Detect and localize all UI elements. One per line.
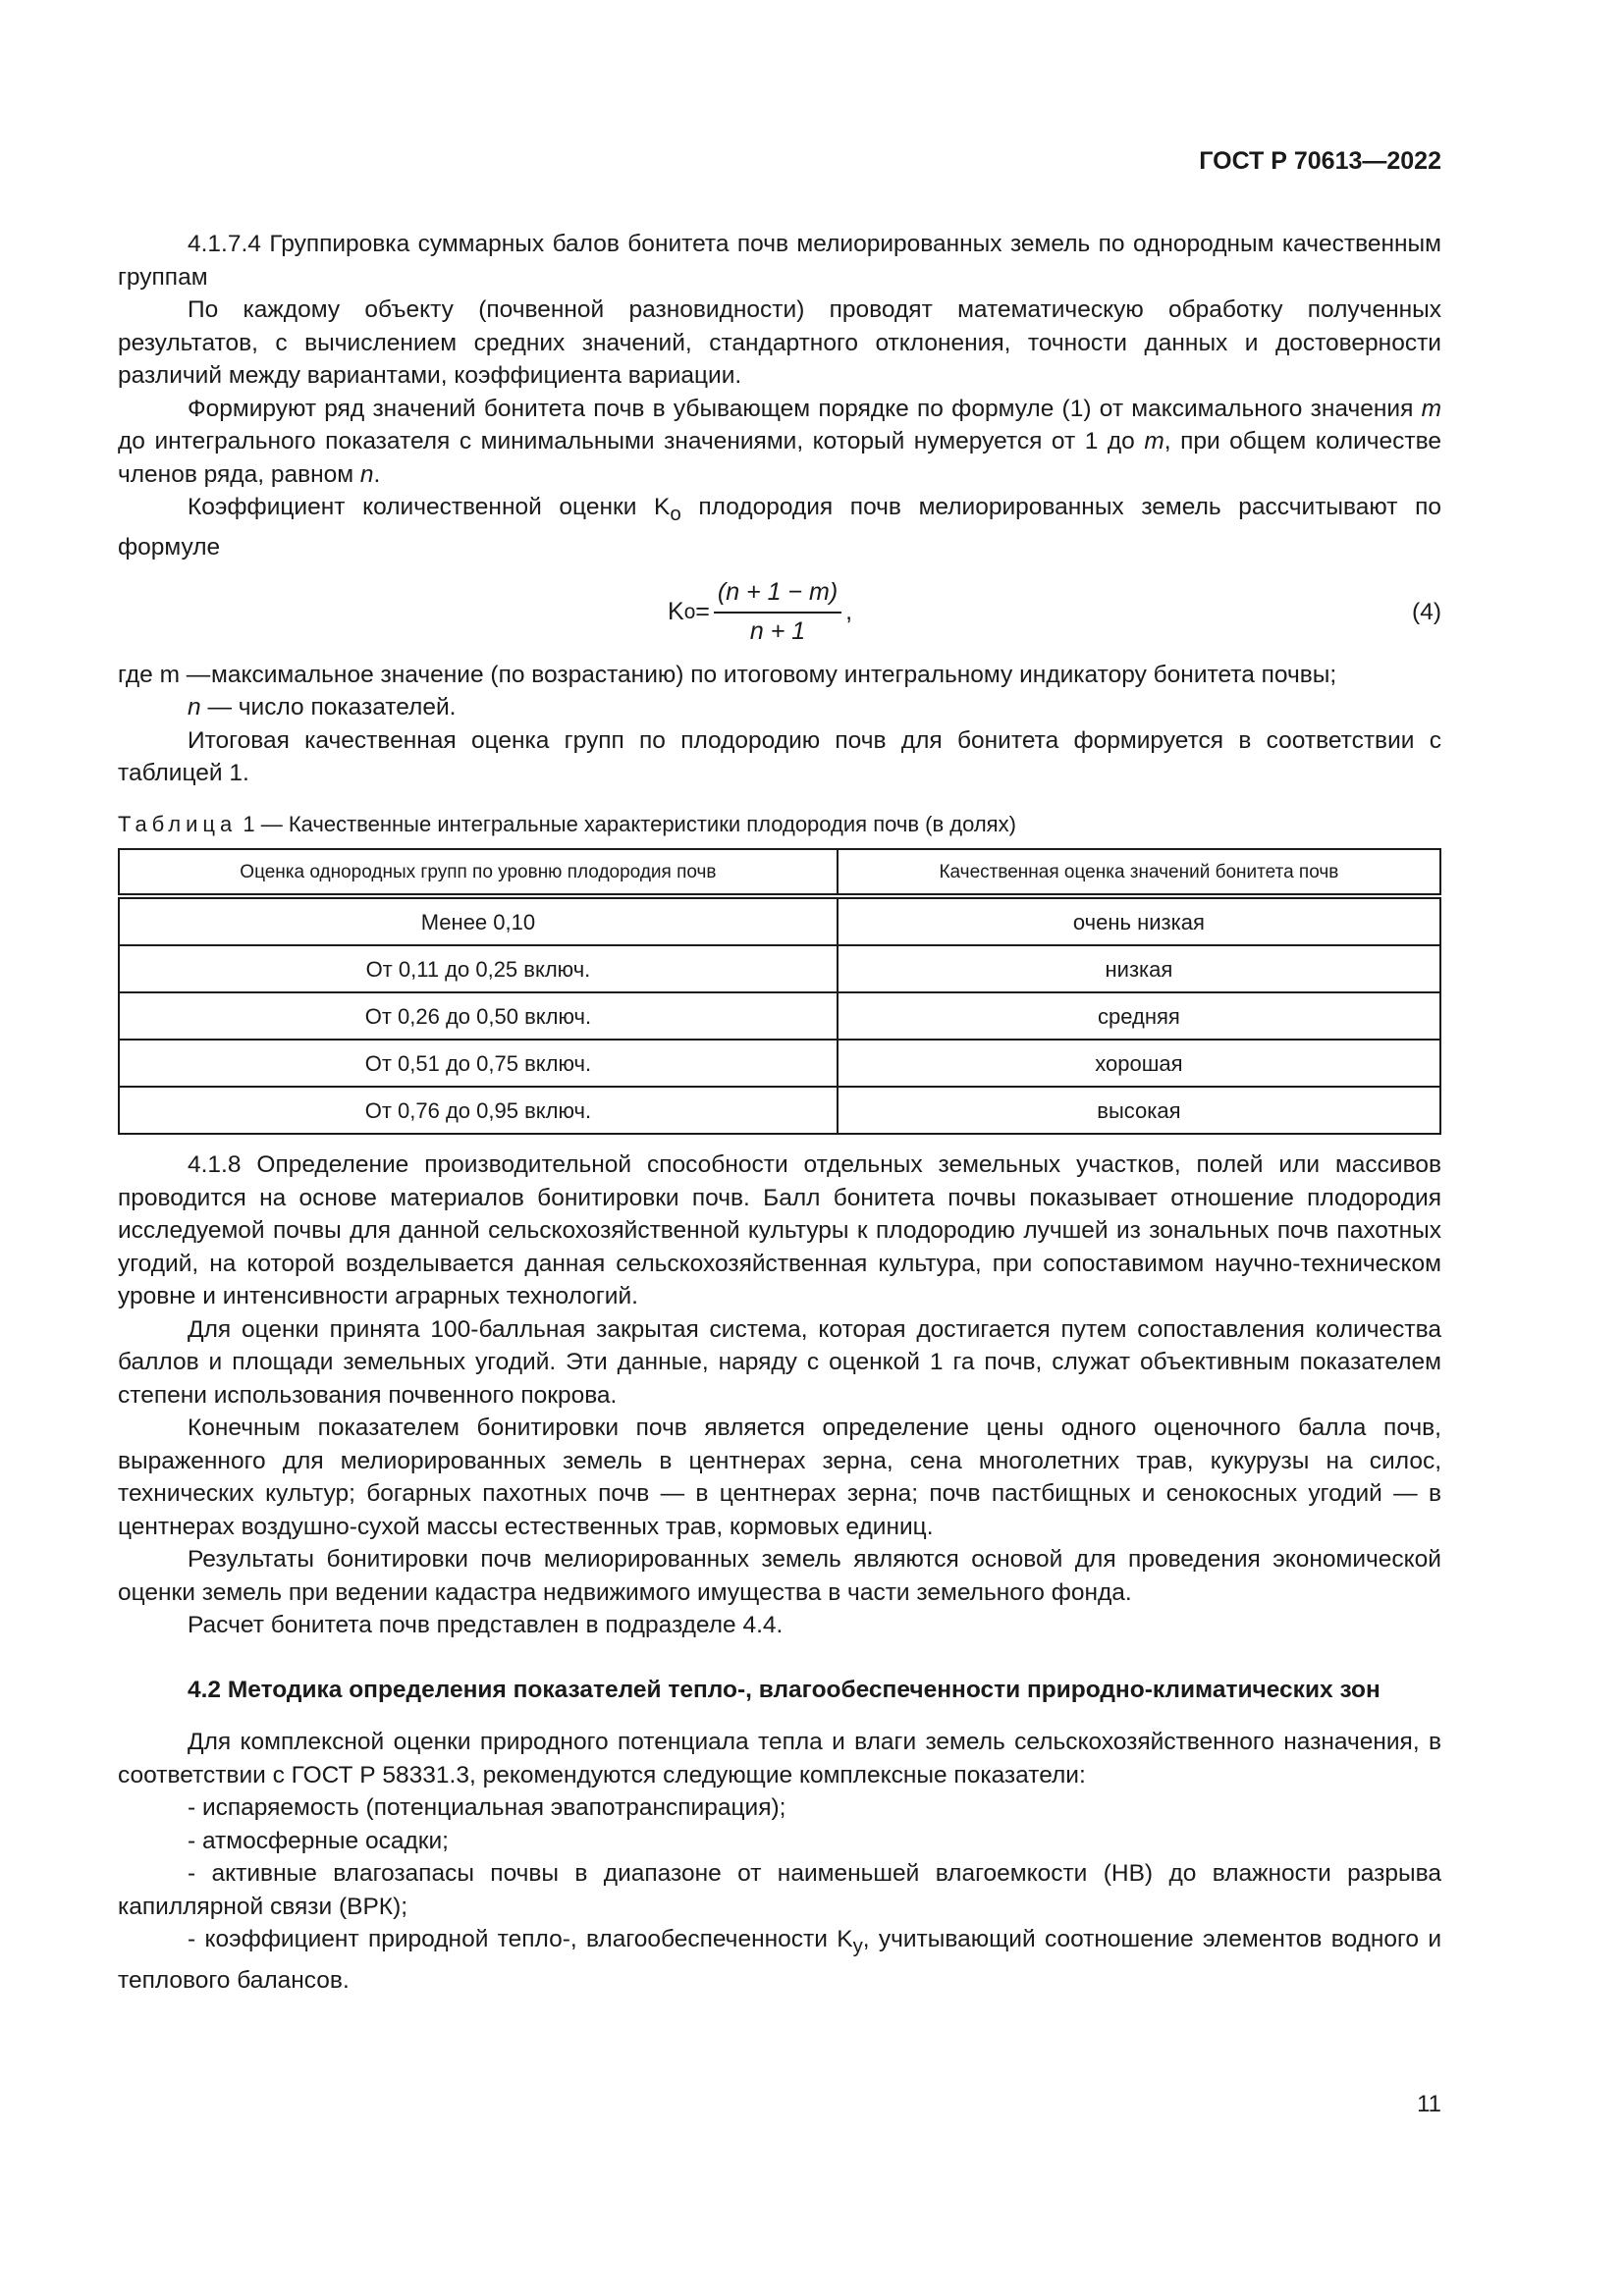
document-body: [118, 228, 1441, 1997]
table-cell: Менее 0,10: [119, 896, 838, 945]
text: Коэффициент количественной оценки K: [188, 494, 671, 520]
fertility-table: [118, 848, 1441, 1135]
table-cell: высокая: [838, 1087, 1440, 1134]
section-4-1-8: [118, 1148, 1441, 1642]
where-desc: максимальное значение (по возрастанию) по итоговому интегральному индикатору бонитета почвы;: [211, 661, 1337, 688]
formula-lhs-sub: o: [683, 601, 696, 624]
paragraph: По каждому объекту (почвенной разновидности) проводят математическую обработку полученных результатов, с вычислением средних значений, стандартного отклонения, точности данных и достоверности различий между вариантами, коэффициента вариации.: [118, 296, 1441, 389]
table-cell: низкая: [838, 945, 1440, 992]
list-item: - активные влагозапасы почвы в диапазоне от наименьшей влагоемкости (НВ) до влажности разрыва капиллярной связи (ВРК);: [118, 1860, 1441, 1920]
var-n: n: [359, 460, 374, 488]
caption-label: Таблица: [118, 811, 238, 836]
formula-comma: ,: [845, 598, 853, 626]
paragraph: Для комплексной оценки природного потенциала тепла и влаги земель сельскохозяйственного назначения, в соответствии с ГОСТ Р 58331.3, рекомендуются следующие комплексные показатели:: [118, 1729, 1441, 1789]
var-n: n: [188, 694, 201, 721]
table-header-row: [119, 849, 1440, 896]
section-heading: 4.2 Методика определения показателей тепло-, влагообеспеченности природно-климатических зон: [188, 1676, 1380, 1703]
table-row: [119, 945, 1440, 992]
column-header: Оценка однородных групп по уровню плодородия почв: [119, 849, 838, 896]
paragraph: Расчет бонитета почв представлен в подразделе 4.4.: [188, 1612, 784, 1639]
section-4-2: [118, 1726, 1441, 1997]
var-m: m: [1421, 395, 1441, 422]
table-cell: очень низкая: [838, 896, 1440, 945]
where-desc: — число показателей.: [200, 694, 457, 721]
paragraph: Результаты бонитировки почв мелиорированных земель являются основой для проведения экономической оценки земель при ведении кадастра недвижимого имущества в части земельного фонда.: [118, 1546, 1441, 1606]
paragraph: 4.1.7.4 Группировка суммарных балов бонитета почв мелиорированных земель по однородным качественным группам: [118, 231, 1441, 291]
formula-number: (4): [1412, 598, 1441, 625]
text: до интегрального показателя с минимальными значениями, который нумеруется от 1 до: [118, 428, 1145, 454]
denominator: n + 1: [749, 616, 806, 645]
paragraph: Для оценки принята 100-балльная закрытая система, которая достигается путем сопоставления количества баллов и площади земельных угодий. Эти данные, наряду с оценкой 1 га почв, служат объективным показателем степени использования почвенного покрова.: [118, 1315, 1441, 1409]
column-header: Качественная оценка значений бонитета почв: [838, 849, 1440, 896]
table-row: [119, 992, 1440, 1040]
where-m: [118, 659, 1441, 692]
table-row: [119, 1040, 1440, 1087]
table-row: [119, 1087, 1440, 1134]
text: плодородия почв мелиорированных земель рассчитывают по формуле: [118, 494, 1441, 561]
list-item: - испаряемость (потенциальная эвапотранспирация);: [188, 1794, 786, 1822]
paragraph: Конечным показателем бонитировки почв является определение цены одного оценочного балла почв, выраженного для мелиорированных земель в центнерах зерна, сена многолетних трав, кукурузы на силос, технических культур; богарных пахотных почв — в центнерах зерна; почв пастбищных и сенокосных угодий — в центнерах воздушно-сухой массы естественных трав, кормовых единиц.: [118, 1415, 1441, 1540]
list-item: [118, 1923, 1441, 1997]
table-cell: От 0,51 до 0,75 включ.: [119, 1040, 838, 1087]
table-cell: средняя: [838, 992, 1440, 1040]
text: - коэффициент природной тепло-, влагообеспеченности K: [188, 1926, 853, 1953]
var-m: m: [1144, 428, 1164, 454]
subscript: y: [852, 1936, 863, 1958]
table-cell: От 0,76 до 0,95 включ.: [119, 1087, 838, 1134]
table-cell: хорошая: [838, 1040, 1440, 1087]
paragraph: [118, 393, 1441, 492]
text: .: [373, 460, 381, 488]
fraction: [714, 576, 841, 648]
list-item: - атмосферные осадки;: [188, 1827, 449, 1854]
text: , при общем количестве членов ряда, равном: [118, 428, 1441, 488]
paragraph: [118, 491, 1441, 564]
formula-equals: =: [695, 598, 710, 626]
document-id-header: ГОСТ Р 70613—2022: [1199, 147, 1441, 175]
page-number: 11: [1417, 2091, 1441, 2117]
table-row: [119, 896, 1440, 945]
table-cell: От 0,26 до 0,50 включ.: [119, 992, 838, 1040]
paragraph: 4.1.8 Определение производительной способности отдельных земельных участков, полей или массивов проводится на основе материалов бонитировки почв. Балл бонитета почвы показывает отношение плодородия исследуемой почвы для данной сельскохозяйственной культуры к плодородию лучшей из зональных почв пахотных угодий, на которой возделывается данная сельскохозяйственная культура, при сопоставимом научно-техническом уровне и интенсивности аграрных технологий.: [118, 1151, 1441, 1310]
where-n: [118, 691, 1441, 724]
text: , учитывающий соотношение элементов водного и теплового балансов.: [118, 1926, 1442, 1994]
text: Формируют ряд значений бонитета почв в убывающем порядке по формуле (1) от максимального значения: [188, 395, 1422, 422]
caption-text: 1 — Качественные интегральные характеристики плодородия почв (в долях): [237, 811, 1016, 836]
subscript: o: [670, 503, 681, 525]
formula-4: [118, 566, 1441, 659]
table-cell: От 0,11 до 0,25 включ.: [119, 945, 838, 992]
paragraph: Итоговая качественная оценка групп по плодородию почв для бонитета формируется в соответствии с таблицей 1.: [118, 726, 1441, 787]
where-term: где m —: [118, 661, 211, 688]
formula-lhs: K: [668, 598, 684, 626]
table-caption: [118, 808, 1441, 841]
numerator: (n + 1 − m): [714, 576, 841, 614]
